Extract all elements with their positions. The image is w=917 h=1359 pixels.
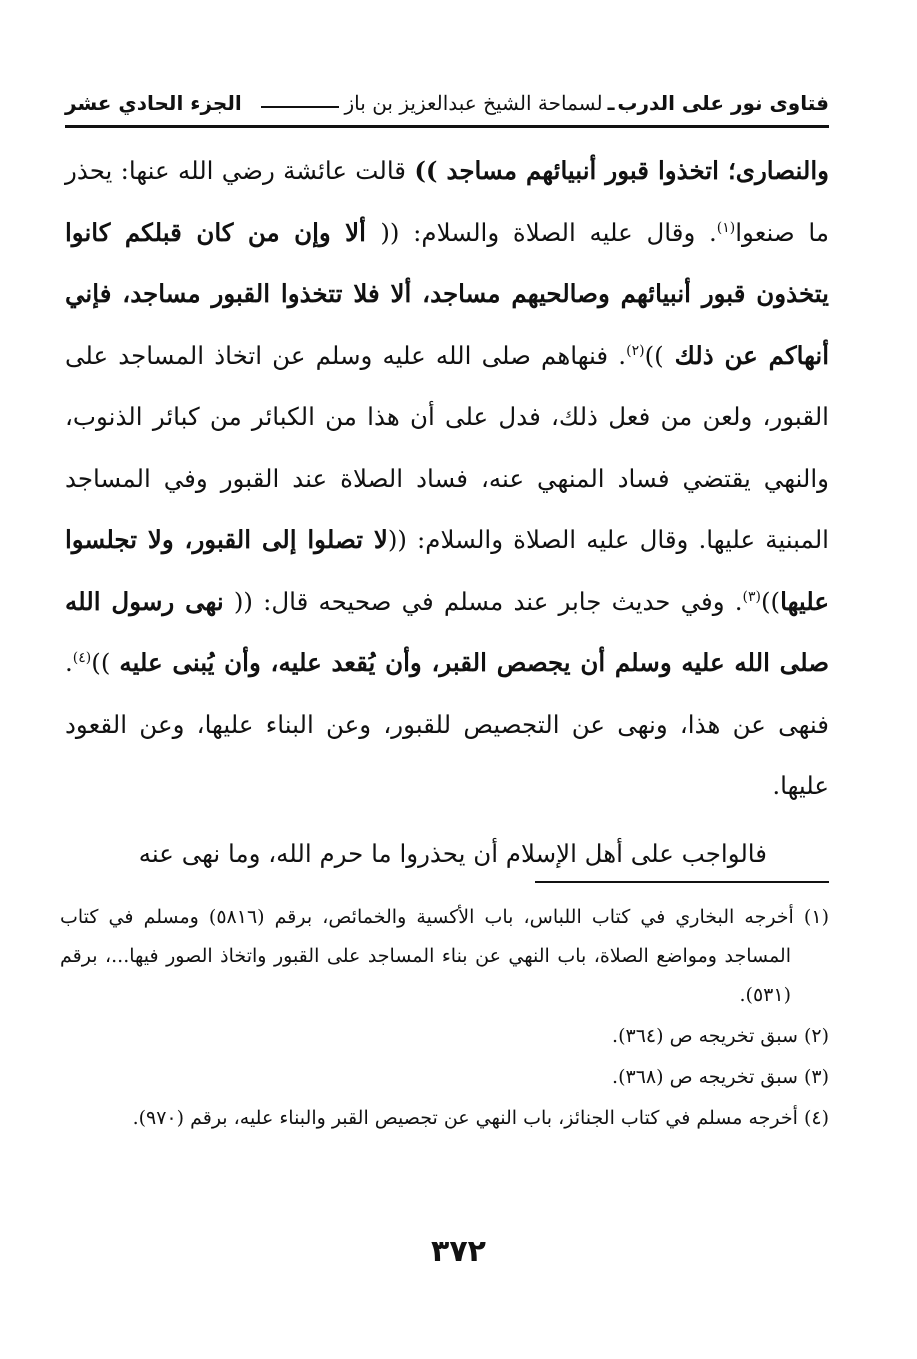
paragraph-2: فالواجب على أهل الإسلام أن يحذروا ما حرم الله، وما نهى عنه bbox=[138, 838, 767, 868]
footnote-3: (٣) سبق تخريجه ص (٣٦٨). bbox=[612, 1066, 829, 1088]
quote-text: ألا وإن من كان قبلكم كانوا يتخذون قبور أنبيائهم وصالحيهم مساجد، ألا فلا تتخذوا القبور مساجد، فإني أنهاكم عن ذلك bbox=[65, 217, 829, 370]
footnote-1: (١) أخرجه البخاري في كتاب اللباس، باب الأكسية والخمائص، برقم (٥٨١٦) ومسلم في كتاب المساجد ومواضع الصلاة، باب النهي عن بناء المساجد على القبور واتخاذ الصور فيها...، برقم (٥٣١). bbox=[60, 906, 829, 1006]
header-author: لسماحة الشيخ عبدالعزيز بن باز bbox=[344, 91, 603, 115]
footnote-ref: (١) bbox=[716, 219, 736, 236]
body-text-span: )) bbox=[91, 648, 120, 677]
footnote-2: (٢) سبق تخريجه ص (٣٦٤). bbox=[612, 1025, 829, 1047]
header-dash-line bbox=[261, 106, 339, 108]
body-text-span: . وقال عليه الصلاة والسلام: (( bbox=[380, 217, 717, 247]
running-header bbox=[65, 84, 829, 122]
body-text-span: . وفي حديث جابر عند مسلم في صحيحه قال: (( bbox=[223, 586, 743, 616]
footnote-4: (٤) أخرجه مسلم في كتاب الجنائز، باب النهي عن تجصيص القبر والبناء عليه، برقم (٩٧٠). bbox=[132, 1107, 829, 1129]
quote-text: نهى رسول الله صلى الله عليه وسلم أن يجصص القبر، وأن يُقعد عليه، وأن يُبنى عليه bbox=[65, 586, 829, 677]
body-text-span: )) bbox=[644, 340, 664, 370]
footnote-ref: (٣) bbox=[742, 588, 761, 605]
footnote-separator bbox=[535, 881, 829, 883]
header-title-group bbox=[255, 91, 829, 115]
body-text-span: قالت عائشة رضي الله عنها: يحذر ما صنعوا bbox=[65, 156, 829, 247]
body-text-span: . فنهى عن هذا، ونهى عن التجصيص للقبور، وعن البناء عليها، وعن القعود عليها. bbox=[65, 648, 829, 800]
quote-text: لا تصلوا إلى القبور، ولا تجلسوا عليها bbox=[65, 525, 829, 616]
footnote-ref: (٤) bbox=[72, 649, 92, 666]
body-text-span: . فنهاهم صلى الله عليه وسلم عن اتخاذ المساجد على القبور، ولعن من فعل ذلك، فدل على أن هذا من الكبائر من كبائر الذنوب، والنهي يقتضي فساد المنهي عنه، فساد الصلاة عند القبور وفي المساجد المبنية عليها. وقال عليه الصلاة والسلام: (( bbox=[65, 340, 829, 554]
header-separator: ـ bbox=[607, 91, 615, 115]
main-text bbox=[65, 140, 829, 884]
body-text-span: )) bbox=[760, 586, 781, 616]
quote-text: والنصارى؛ اتخذوا قبور أنبيائهم مساجد )) bbox=[414, 156, 829, 185]
header-part: الجزء الحادي عشر bbox=[65, 91, 242, 115]
paragraph-1 bbox=[65, 140, 829, 817]
page-number: ٣٧٢ bbox=[431, 1234, 486, 1269]
footnote-ref: (٢) bbox=[626, 342, 645, 359]
header-rule bbox=[65, 125, 829, 128]
header-book-title: فتاوى نور على الدرب bbox=[617, 91, 829, 115]
footnotes bbox=[60, 898, 829, 1140]
